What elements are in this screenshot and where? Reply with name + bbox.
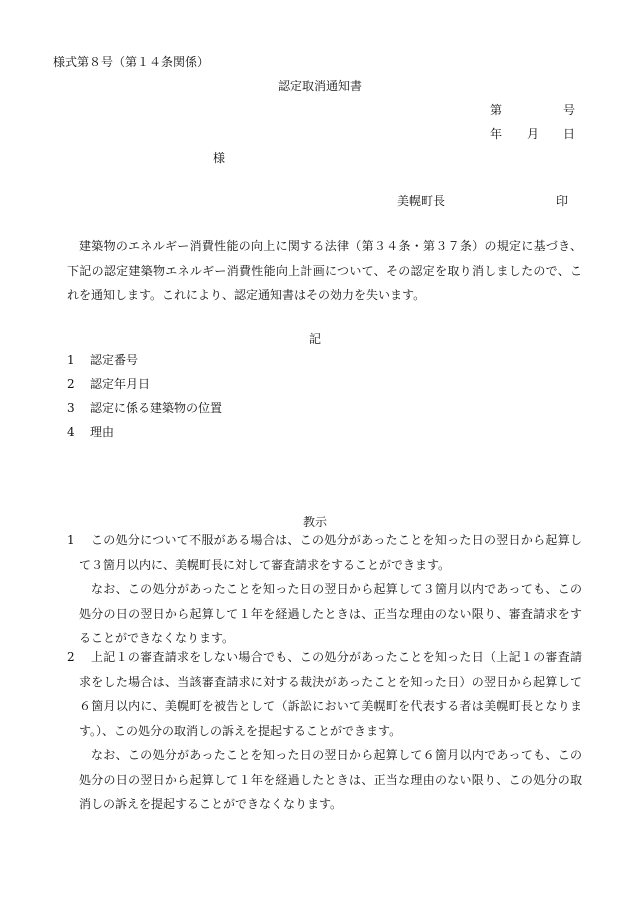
item-number: 3	[67, 401, 75, 415]
instruction-item	[79, 528, 582, 651]
item-label: 認定年月日	[90, 377, 151, 391]
instruction-main: この処分について不服がある場合は、この処分があったことを知った日の翌日から起算して３箇月以内に、美幌町長に対して審査請求をすることができます。	[79, 533, 582, 572]
item-number: 4	[67, 425, 75, 439]
list-item	[67, 378, 150, 390]
date-month: 月	[527, 127, 540, 141]
item-label: 理由	[90, 425, 115, 439]
list-item	[67, 402, 222, 414]
item-label: 認定番号	[90, 353, 139, 367]
addressee-suffix: 様	[213, 151, 226, 165]
instruction-sub: なお、この処分があったことを知った日の翌日から起算して６箇月以内であっても、この処分の日の翌日から起算して１年を経過したときは、正当な理由のない限り、この処分の取消しの訴えを提起することができなくなります。	[79, 748, 582, 811]
seal-mark: 印	[556, 194, 569, 208]
instruction-number: 1	[67, 533, 75, 547]
ki-heading: 記	[309, 332, 322, 346]
instruction-sub: なお、この処分があったことを知った日の翌日から起算して３箇月以内であっても、この処分の日の翌日から起算して１年を経過したときは、正当な理由のない限り、審査請求をすることができなくなります。	[79, 582, 582, 645]
list-item	[67, 354, 138, 366]
date-year: 年	[490, 127, 503, 141]
instruction-number: 2	[67, 650, 75, 664]
number-prefix: 第	[490, 103, 503, 117]
document-title: 認定取消通知書	[278, 79, 363, 93]
number-suffix: 号	[563, 103, 576, 117]
item-number: 2	[67, 377, 75, 391]
instruction-item	[79, 645, 582, 817]
date-day: 日	[563, 127, 576, 141]
instructions-title: 教示	[303, 515, 328, 529]
list-item	[67, 426, 114, 438]
instruction-main: 上記１の審査請求をしない場合でも、この処分があったことを知った日（上記１の審査請求をした場合は、当該審査請求に対する裁決があったことを知った日）の翌日から起算して６箇月以内に、美幌町を被告として（訴訟において美幌町を代表する者は美幌町長となります。）、この処分の取消しの訴えを提起することができます。	[79, 650, 582, 738]
form-number: 様式第８号（第１４条関係）	[53, 55, 210, 69]
body-paragraph	[67, 234, 582, 308]
item-number: 1	[67, 353, 75, 367]
body-text: 建築物のエネルギー消費性能の向上に関する法律（第３４条・第３７条）の規定に基づき、下記の認定建築物エネルギー消費性能向上計画について、その認定を取り消しましたので、これを通知します。これにより、認定通知書はその効力を失います。	[67, 239, 582, 302]
issuer-name: 美幌町長	[397, 194, 446, 208]
item-label: 認定に係る建築物の位置	[90, 401, 223, 415]
